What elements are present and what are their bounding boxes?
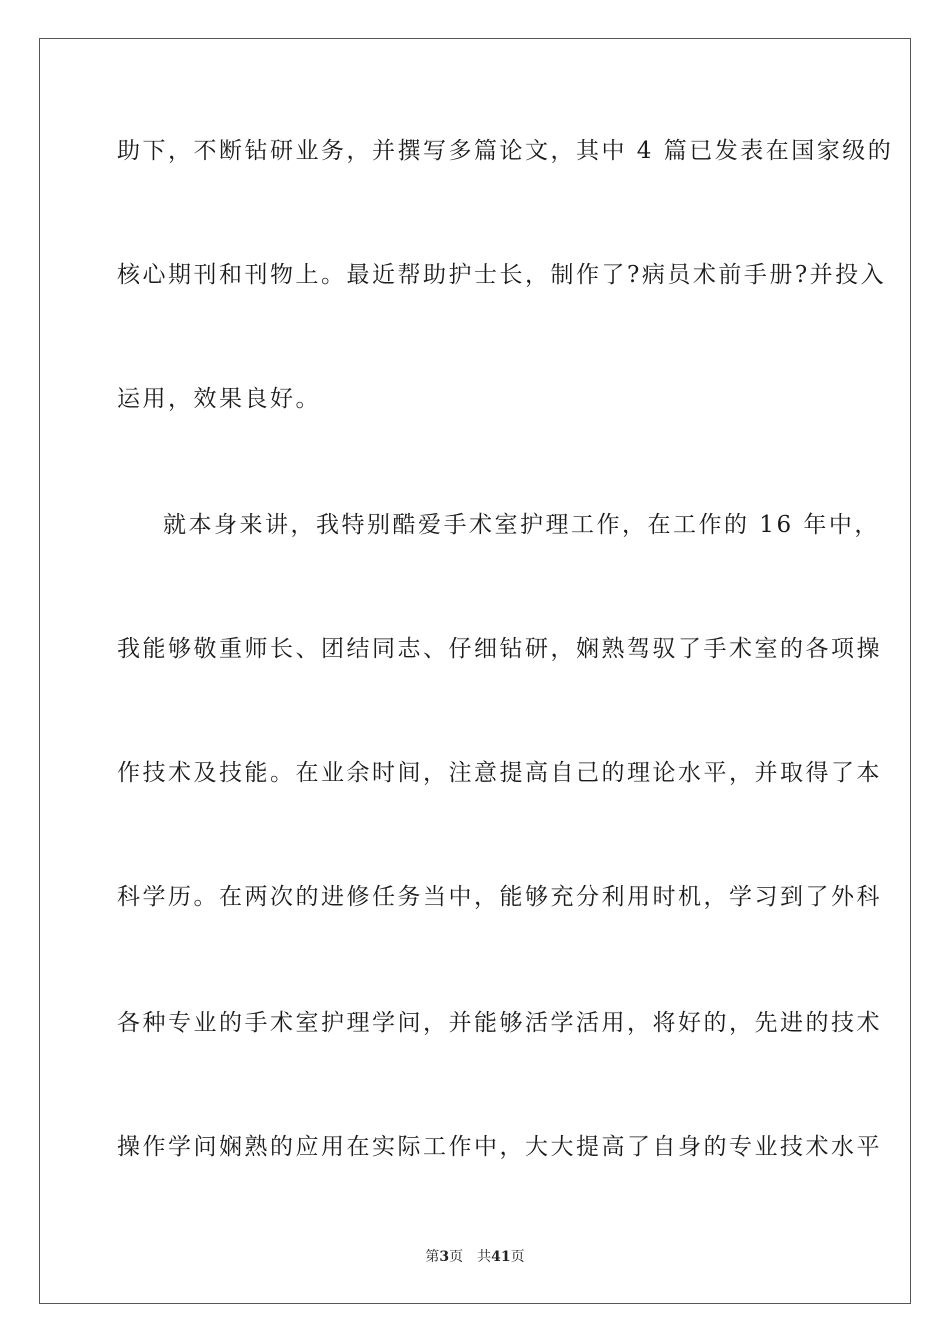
body-line-4: 就本身来讲，我特别酷爱手术室护理工作，在工作的 16 年中， [163,512,880,538]
total-suffix: 页 [510,1249,525,1265]
page-border [39,38,911,1304]
page-suffix: 页 [449,1249,464,1265]
body-line-7: 科学历。在两次的进修任务当中，能够充分利用时机，学习到了外科 [117,884,882,910]
body-line-1: 助下，不断钻研业务，并撰写多篇论文，其中 4 篇已发表在国家级的 [117,138,894,164]
total-pages: 41 [491,1249,511,1265]
page-footer [0,1247,950,1267]
page-prefix: 第 [425,1249,440,1265]
body-line-9: 操作学问娴熟的应用在实际工作中，大大提高了自身的专业技术水平 [117,1134,882,1160]
body-line-2: 核心期刊和刊物上。最近帮助护士长，制作了?病员术前手册?并投入 [117,262,887,288]
body-line-5: 我能够敬重师长、团结同志、仔细钻研，娴熟驾驭了手术室的各项操 [117,636,882,662]
body-line-8: 各种专业的手术室护理学问，并能够活学活用，将好的，先进的技术 [117,1010,882,1036]
body-line-3: 运用，效果良好。 [117,386,321,412]
page-number: 3 [439,1249,450,1265]
body-line-6: 作技术及技能。在业余时间，注意提高自己的理论水平，并取得了本 [117,760,882,786]
total-prefix: 共 [477,1249,492,1265]
